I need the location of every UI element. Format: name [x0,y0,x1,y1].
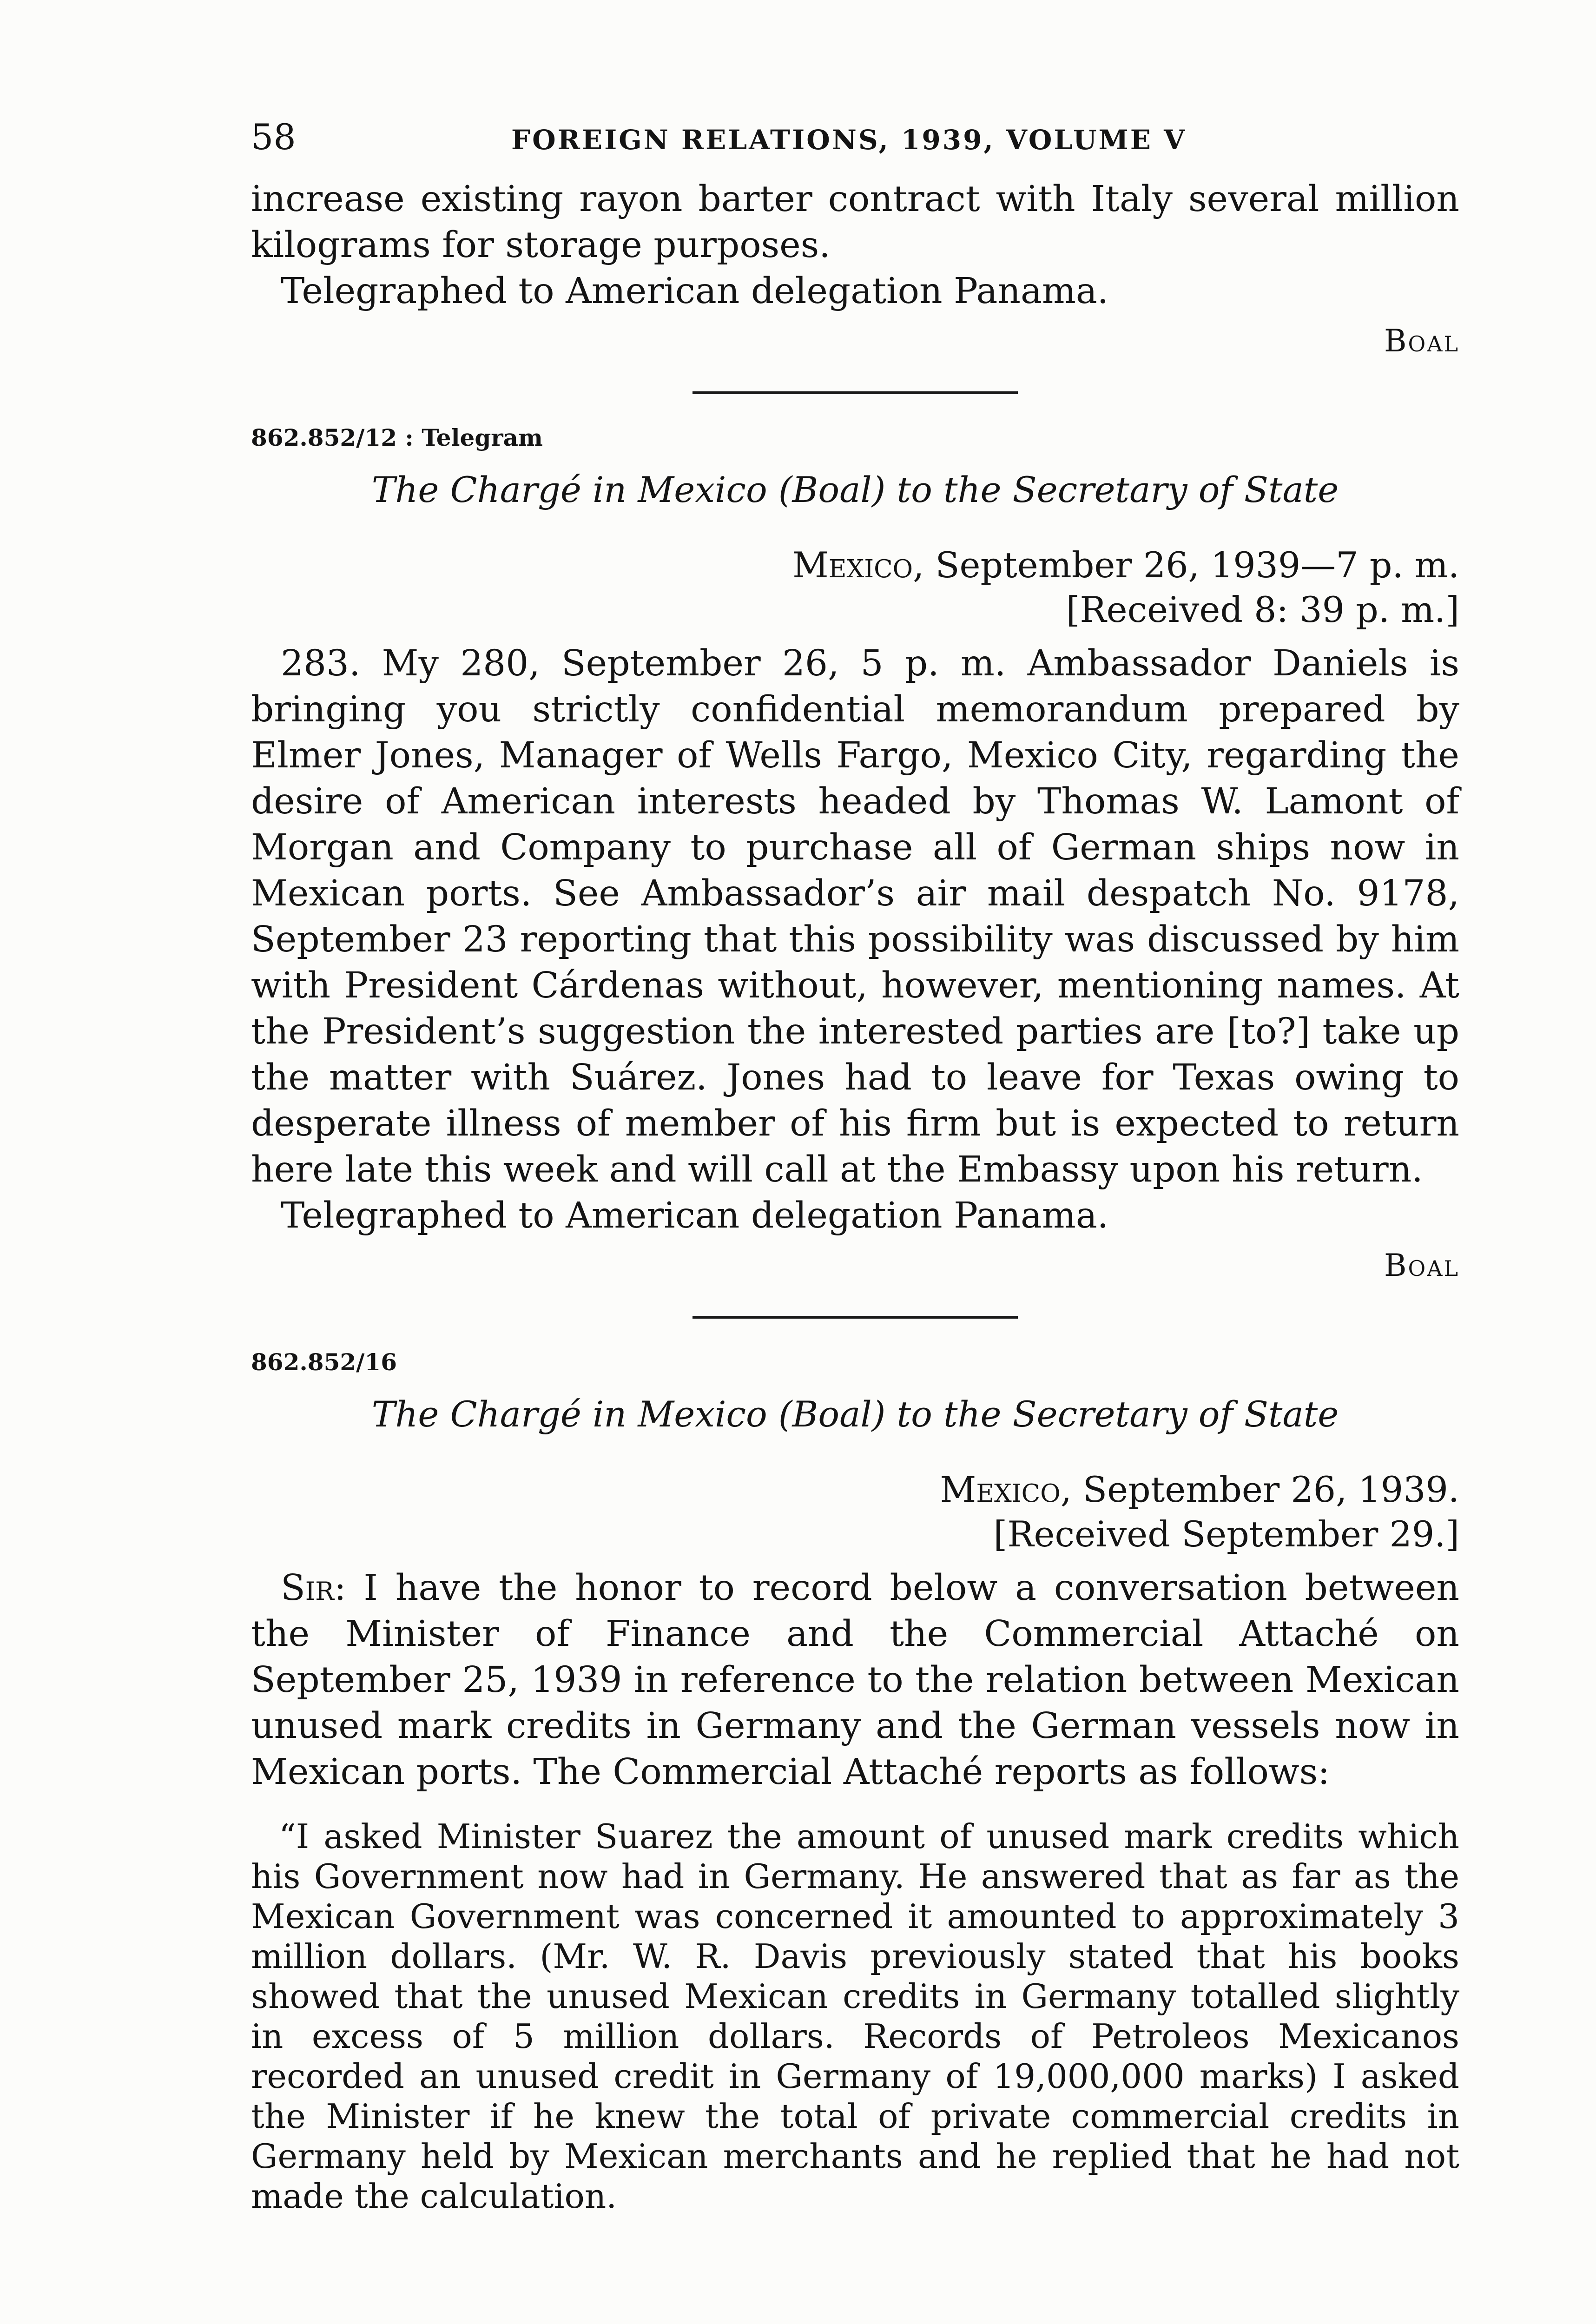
file-number: 862.852/12 : Telegram [251,424,543,451]
document-heading: The Chargé in Mexico (Boal) to the Secretary of State [371,1393,1339,1435]
dateline-place: Mexico [792,544,913,586]
received-line: [Received September 29.] [993,1513,1459,1555]
dateline-date: , September 26, 1939. [1060,1469,1459,1510]
received-line: [Received 8: 39 p. m.] [1066,589,1459,630]
dateline [251,1467,1459,1557]
telegram-body: 283. My 280, September 26, 5 p. m. Ambassador Daniels is bringing you strictly confidential memorandum prepared by Elmer Jones, Manager of Wells Fargo, Mexico City, regarding the desire of American interests headed by Thomas W. Lamont of Morgan and Company to purchase all of German ships now in Mexican ports. See Ambassador’s air mail despatch No. 9178, September 23 reporting that this possibility was discussed by him with President Cárdenas without, however, mentioning names. At the President’s suggestion the interested parties are [to?] take up the matter with Suárez. Jones had to leave for Texas owing to desperate illness of member of his firm but is expected to return here late this week and will call at the Embassy upon his return. [251,643,1459,1190]
page-number: 58 [251,116,296,158]
page-header [251,116,1459,158]
section-divider [692,391,1018,394]
continuation-paragraph: increase existing rayon barter contract with Italy several million kilograms for storage purposes. [251,178,1459,266]
dateline-place: Mexico [940,1469,1061,1510]
document-page [251,116,1459,2216]
dateline-date: , September 26, 1939—7 p. m. [913,544,1459,586]
section-divider [692,1316,1018,1319]
telegraphed-note: Telegraphed to American delegation Panama. [281,271,1109,312]
running-title: FOREIGN RELATIONS, 1939, VOLUME V [511,124,1187,156]
letter-body [251,1565,1459,1795]
dateline [251,543,1459,632]
telegraphed-note: Telegraphed to American delegation Panama. [281,1195,1109,1236]
quoted-report: “I asked Minister Suarez the amount of unused mark credits which his Government now had in Germany. He answered that as far as the Mexican Government was concerned it amounted to approximately 3 million dollars. (Mr. W. R. Davis previously stated that his books showed that the unused Mexican credits in Germany totalled slightly in excess of 5 million dollars. Records of Petroleos Mexicanos recorded an unused credit in Germany of 19,000,000 marks) I asked the Minister if he knew the total of private commercial credits in Germany held by Mexican merchants and he replied that he had not made the calculation. [251,1817,1459,2216]
file-number: 862.852/16 [251,1348,397,1376]
salutation: Sir [281,1567,334,1609]
signature: Boal [1384,1248,1459,1283]
letter-text: : I have the honor to record below a conversation between the Minister of Finance and the Commercial Attaché on September 25, 1939 in reference to the relation between Mexican unused mark credits in Germany and the German vessels now in Mexican ports. The Commercial Attaché reports as follows: [251,1567,1459,1793]
signature: Boal [1384,323,1459,359]
document-heading: The Chargé in Mexico (Boal) to the Secretary of State [371,469,1339,510]
